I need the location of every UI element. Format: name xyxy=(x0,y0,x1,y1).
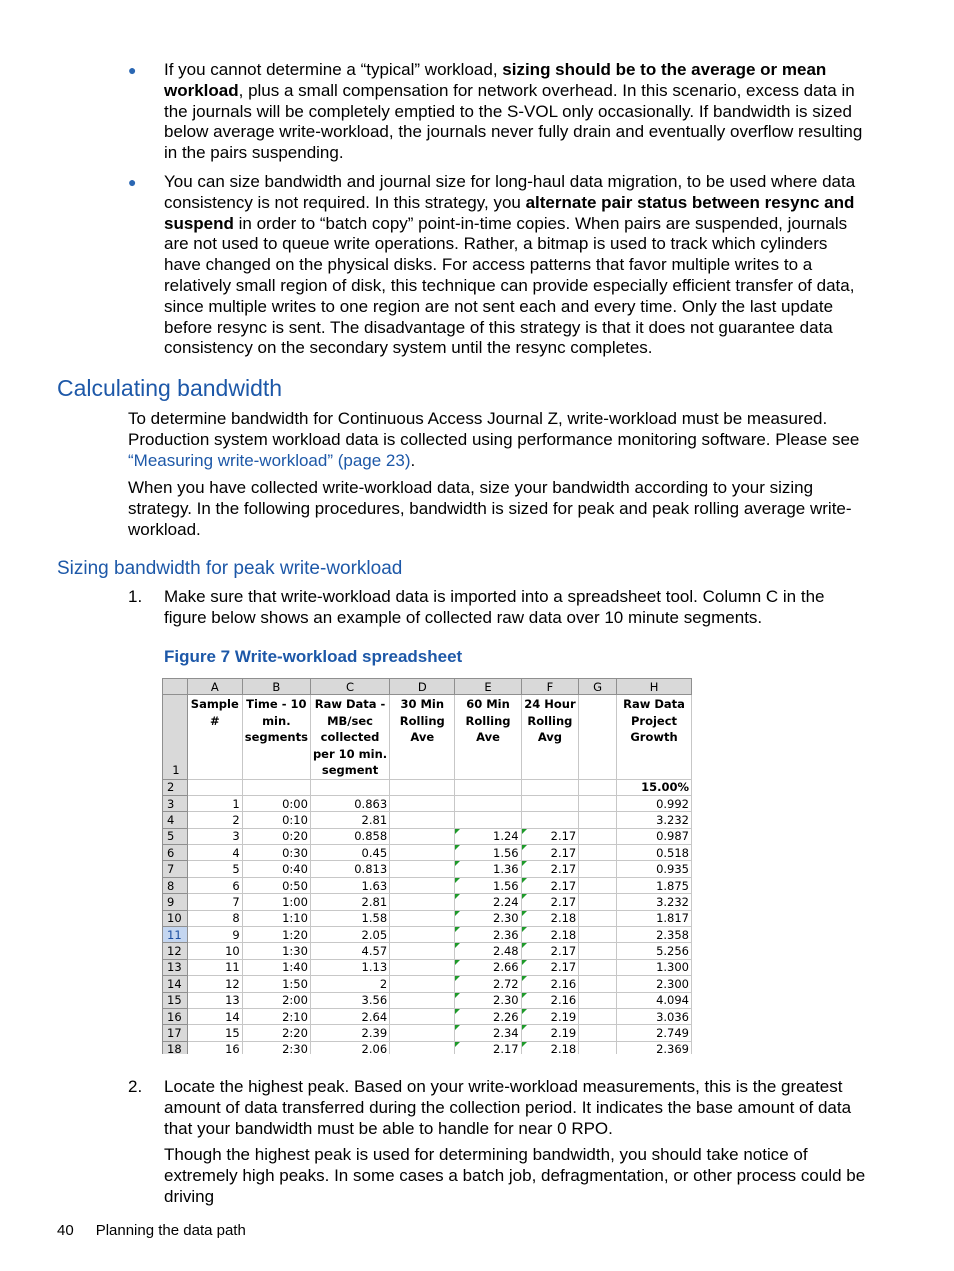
cell-a[interactable]: 7 xyxy=(187,894,242,910)
cell-g[interactable] xyxy=(579,976,617,992)
cell-g[interactable] xyxy=(579,1008,617,1024)
cell-f[interactable] xyxy=(521,845,579,861)
label-raw-data[interactable]: Raw Data - MB/sec collected per 10 min. segment xyxy=(310,695,389,780)
table-row xyxy=(163,992,692,1008)
cell[interactable] xyxy=(242,779,310,795)
cell-value: 2.48 xyxy=(493,944,519,959)
label-24-hour[interactable]: 24 Hour Rolling Avg xyxy=(521,695,579,780)
cell-c[interactable]: 1.13 xyxy=(310,959,389,975)
row-header[interactable]: 12 xyxy=(163,943,188,959)
table-row xyxy=(163,1025,692,1041)
cell-e[interactable] xyxy=(455,1041,521,1054)
cell-h[interactable]: 1.300 xyxy=(617,959,692,975)
formula-indicator-icon xyxy=(522,1009,527,1014)
cell-h[interactable]: 0.992 xyxy=(617,795,692,811)
cell-value: 2.16 xyxy=(550,976,577,991)
cell-f[interactable] xyxy=(521,992,579,1008)
cell-b[interactable]: 0:20 xyxy=(242,828,310,844)
cell-b[interactable]: 1:00 xyxy=(242,894,310,910)
cell-h[interactable]: 1.875 xyxy=(617,877,692,893)
cell-f[interactable] xyxy=(521,1041,579,1054)
table-row xyxy=(163,976,692,992)
row-header[interactable]: 17 xyxy=(163,1025,188,1041)
label-60-min[interactable]: 60 Min Rolling Ave xyxy=(455,695,521,780)
cell-value: 1.36 xyxy=(493,862,519,877)
row-header[interactable]: 6 xyxy=(163,845,188,861)
cell-f[interactable] xyxy=(521,828,579,844)
bullet-text: If you cannot determine a “typical” workload, sizing should be to the average or mean workload, plus a small compensation for network overhead. In this scenario, excess data in the journals will be completely emptied to the S-VOL only occasionally. If bandwidth is sized below average write-workload, the journals never fully drain and eventually overflow resulting in the pairs suspending. xyxy=(164,60,863,163)
cell-b[interactable]: 1:30 xyxy=(242,943,310,959)
cell-value: 2.17 xyxy=(550,862,577,877)
table-row xyxy=(163,943,692,959)
cell-b[interactable]: 2:30 xyxy=(242,1041,310,1054)
cell-h[interactable]: 0.935 xyxy=(617,861,692,877)
cell-a[interactable]: 15 xyxy=(187,1025,242,1041)
cell-value: 2.36 xyxy=(493,927,519,942)
cell-c[interactable]: 2.05 xyxy=(310,927,389,943)
cell-value: 2.18 xyxy=(550,1042,577,1054)
cell-a[interactable]: 11 xyxy=(187,959,242,975)
spreadsheet-figure xyxy=(162,678,692,1054)
cell-value: 2.17 xyxy=(550,845,577,860)
cell-h[interactable]: 2.369 xyxy=(617,1041,692,1054)
formula-indicator-icon xyxy=(455,1009,460,1014)
cell-value: 2.30 xyxy=(493,911,519,926)
cell-c[interactable]: 2.81 xyxy=(310,894,389,910)
cell-h[interactable]: 0.987 xyxy=(617,828,692,844)
table-row xyxy=(163,927,692,943)
cell-a[interactable]: 6 xyxy=(187,877,242,893)
step-text: Make sure that write-workload data is imported into a spreadsheet tool. Column C in the figure below shows an example of collected raw data over 10 minute segments. xyxy=(164,587,825,627)
cell-f[interactable] xyxy=(521,894,579,910)
table-row xyxy=(163,812,692,828)
step-number: 2. xyxy=(128,1077,143,1096)
cell-d[interactable] xyxy=(390,1041,455,1054)
step-note: Though the highest peak is used for determining bandwidth, you should take notice of extremely high peaks. In some cases a batch job, defragmentation, or other process could be driving xyxy=(164,1145,866,1206)
column-header-a[interactable]: A xyxy=(187,679,242,695)
formula-indicator-icon xyxy=(522,960,527,965)
table-row xyxy=(163,894,692,910)
label-30-min[interactable]: 30 Min Rolling Ave xyxy=(390,695,455,780)
step-2 xyxy=(128,1077,868,1208)
column-header-c[interactable]: C xyxy=(310,679,389,695)
cell-g[interactable] xyxy=(579,845,617,861)
formula-indicator-icon xyxy=(522,1025,527,1030)
formula-indicator-icon xyxy=(455,894,460,899)
cell-h[interactable]: 5.256 xyxy=(617,943,692,959)
label-time[interactable]: Time - 10 min. segments xyxy=(242,695,310,780)
cell-f[interactable] xyxy=(521,877,579,893)
cell-f[interactable] xyxy=(521,795,579,811)
bullet-item-average-workload xyxy=(128,60,868,164)
cross-reference-link[interactable]: “Measuring write-workload” (page 23) xyxy=(128,450,411,470)
cell-f[interactable] xyxy=(521,910,579,926)
cell[interactable] xyxy=(310,779,389,795)
cell-value: 2.18 xyxy=(550,927,577,942)
cell-a[interactable]: 10 xyxy=(187,943,242,959)
table-row xyxy=(163,845,692,861)
label-growth[interactable]: Raw Data Project Growth xyxy=(617,695,692,780)
cell-f[interactable] xyxy=(521,812,579,828)
cell-b[interactable]: 1:40 xyxy=(242,959,310,975)
cell-g[interactable] xyxy=(579,861,617,877)
row-header[interactable]: 5 xyxy=(163,828,188,844)
cell-a[interactable]: 14 xyxy=(187,1008,242,1024)
row-header[interactable]: 18 xyxy=(163,1041,188,1054)
cell-b[interactable]: 1:50 xyxy=(242,976,310,992)
table-row xyxy=(163,1041,692,1054)
formula-indicator-icon xyxy=(522,976,527,981)
cell-value: 2.26 xyxy=(493,1009,519,1024)
formula-indicator-icon xyxy=(455,993,460,998)
cell-b[interactable]: 0:50 xyxy=(242,877,310,893)
cell-e[interactable] xyxy=(455,812,521,828)
cell-c[interactable]: 2.64 xyxy=(310,1008,389,1024)
formula-indicator-icon xyxy=(522,993,527,998)
cell-c[interactable]: 3.56 xyxy=(310,992,389,1008)
cell-value: 2.19 xyxy=(550,1026,577,1041)
formula-indicator-icon xyxy=(522,845,527,850)
chapter-title: Planning the data path xyxy=(95,1222,246,1239)
cell-b[interactable]: 0:40 xyxy=(242,861,310,877)
row-header[interactable]: 9 xyxy=(163,894,188,910)
row-header[interactable]: 16 xyxy=(163,1008,188,1024)
cell-g[interactable] xyxy=(579,910,617,926)
cell-h[interactable]: 3.036 xyxy=(617,1008,692,1024)
cell-f[interactable] xyxy=(521,861,579,877)
subsection-heading: Sizing bandwidth for peak write-workload xyxy=(57,558,403,579)
row-header[interactable]: 14 xyxy=(163,976,188,992)
label-sample[interactable]: Sample # xyxy=(187,695,242,780)
column-header-g[interactable]: G xyxy=(579,679,617,695)
cell-d[interactable] xyxy=(390,877,455,893)
formula-indicator-icon xyxy=(455,878,460,883)
cell-g[interactable] xyxy=(579,943,617,959)
row-header[interactable]: 8 xyxy=(163,877,188,893)
cell-e[interactable] xyxy=(455,894,521,910)
cell-a[interactable]: 1 xyxy=(187,795,242,811)
cell-d[interactable] xyxy=(390,976,455,992)
formula-indicator-icon xyxy=(455,861,460,866)
cell-e[interactable] xyxy=(455,1025,521,1041)
table-row xyxy=(163,910,692,926)
cell-f[interactable] xyxy=(521,1008,579,1024)
table-row xyxy=(163,795,692,811)
cell-d[interactable] xyxy=(390,959,455,975)
cell-a[interactable]: 16 xyxy=(187,1041,242,1054)
cell-g[interactable] xyxy=(579,894,617,910)
cell-e[interactable] xyxy=(455,795,521,811)
cell-d[interactable] xyxy=(390,943,455,959)
cell-d[interactable] xyxy=(390,992,455,1008)
cell-a[interactable]: 3 xyxy=(187,828,242,844)
row-header[interactable]: 13 xyxy=(163,959,188,975)
bullet-text: You can size bandwidth and journal size for long-haul data migration, to be used where data consistency is not required. In this strategy, you alternate pair status between resync and suspend in order to “batch copy” point-in-time copies. When pairs are suspended, journals are not used to queue write operations. Rather, a bitmap is used to track which cylinders have changed on the physical disks. For access patterns that favor multiple writes to a relatively small region of disk, this technique can provide especially efficient transfer of data, since multiple writes to one region are not sent each and every time. Only the last update before resync is sent. The disadvantage of this strategy is that it does not guarantee data consistency on the secondary system until the resync completes. xyxy=(164,172,856,358)
page-number: 40 xyxy=(57,1222,74,1239)
cell-d[interactable] xyxy=(390,845,455,861)
formula-indicator-icon xyxy=(455,845,460,850)
cell-d[interactable] xyxy=(390,1008,455,1024)
cell-a[interactable]: 12 xyxy=(187,976,242,992)
cell-c[interactable]: 2.06 xyxy=(310,1041,389,1054)
cell-d[interactable] xyxy=(390,894,455,910)
cell-g[interactable] xyxy=(579,959,617,975)
formula-indicator-icon xyxy=(522,927,527,932)
formula-indicator-icon xyxy=(455,829,460,834)
cell-e[interactable] xyxy=(455,861,521,877)
cell[interactable] xyxy=(187,779,242,795)
cell-e[interactable] xyxy=(455,976,521,992)
cell-d[interactable] xyxy=(390,795,455,811)
cell-value: 2.19 xyxy=(550,1009,577,1024)
cell-f[interactable] xyxy=(521,1025,579,1041)
cell-e[interactable] xyxy=(455,992,521,1008)
row-header[interactable]: 2 xyxy=(163,779,188,795)
formula-indicator-icon xyxy=(455,976,460,981)
table-row xyxy=(163,828,692,844)
column-header-h[interactable]: H xyxy=(617,679,692,695)
column-header-b[interactable]: B xyxy=(242,679,310,695)
cell-a[interactable]: 9 xyxy=(187,927,242,943)
growth-rate-row xyxy=(163,779,692,795)
cell-e[interactable] xyxy=(455,877,521,893)
cell[interactable] xyxy=(579,779,617,795)
spreadsheet-table xyxy=(162,678,692,1054)
column-header-f[interactable]: F xyxy=(521,679,579,695)
row-header[interactable]: 11 xyxy=(163,927,188,943)
formula-indicator-icon xyxy=(522,894,527,899)
cell-b[interactable]: 0:00 xyxy=(242,795,310,811)
cell-f[interactable] xyxy=(521,959,579,975)
step-1 xyxy=(128,587,868,629)
formula-indicator-icon xyxy=(522,911,527,916)
cell-e[interactable] xyxy=(455,959,521,975)
cell-c[interactable]: 1.63 xyxy=(310,877,389,893)
table-row xyxy=(163,877,692,893)
cell-e[interactable] xyxy=(455,943,521,959)
formula-indicator-icon xyxy=(455,960,460,965)
row-header[interactable]: 1 xyxy=(163,695,188,780)
cell-value: 2.17 xyxy=(550,960,577,975)
page-footer xyxy=(57,1222,246,1239)
label-empty[interactable] xyxy=(579,695,617,780)
cell-g[interactable] xyxy=(579,992,617,1008)
cell[interactable] xyxy=(455,779,521,795)
cell-a[interactable]: 8 xyxy=(187,910,242,926)
cell-c[interactable]: 4.57 xyxy=(310,943,389,959)
table-row xyxy=(163,959,692,975)
cell-b[interactable]: 2:10 xyxy=(242,1008,310,1024)
cell-a[interactable]: 5 xyxy=(187,861,242,877)
cell-value: 2.66 xyxy=(493,960,519,975)
cell-value: 1.56 xyxy=(493,878,519,893)
cell-d[interactable] xyxy=(390,861,455,877)
cell-value: 1.56 xyxy=(493,845,519,860)
cell-h[interactable]: 0.518 xyxy=(617,845,692,861)
cell-e[interactable] xyxy=(455,927,521,943)
cell-value: 2.17 xyxy=(550,894,577,909)
cell-a[interactable]: 4 xyxy=(187,845,242,861)
figure-caption: Figure 7 Write-workload spreadsheet xyxy=(164,647,463,666)
cell-h[interactable]: 4.094 xyxy=(617,992,692,1008)
label-row xyxy=(163,695,692,780)
cell-d[interactable] xyxy=(390,812,455,828)
section-heading: Calculating bandwidth xyxy=(57,375,283,401)
cell[interactable] xyxy=(521,779,579,795)
step-number: 1. xyxy=(128,587,143,606)
formula-indicator-icon xyxy=(522,861,527,866)
row-header[interactable]: 4 xyxy=(163,812,188,828)
cell-h[interactable]: 2.300 xyxy=(617,976,692,992)
formula-indicator-icon xyxy=(455,1042,460,1047)
cell-c[interactable]: 0.45 xyxy=(310,845,389,861)
cell-c[interactable]: 0.858 xyxy=(310,828,389,844)
step-text: Locate the highest peak. Based on your write-workload measurements, this is the greatest amount of data transferred during the collection period. It indicates the base amount of data that your bandwidth must be able to handle for near 0 RPO. xyxy=(164,1077,852,1138)
growth-rate-cell[interactable]: 15.00% xyxy=(617,779,692,795)
formula-indicator-icon xyxy=(455,1025,460,1030)
strategy-paragraph: When you have collected write-workload data, size your bandwidth according to your sizing strategy. In the following procedures, bandwidth is sized for peak and peak rolling average write-workload. xyxy=(128,478,852,539)
cell-f[interactable] xyxy=(521,927,579,943)
cell-value: 2.30 xyxy=(493,993,519,1008)
formula-indicator-icon xyxy=(522,878,527,883)
bullet-icon: ● xyxy=(128,62,137,78)
cell-value: 2.16 xyxy=(550,993,577,1008)
cell-f[interactable] xyxy=(521,943,579,959)
cell-value: 2.17 xyxy=(550,829,577,844)
table-row xyxy=(163,1008,692,1024)
cell-f[interactable] xyxy=(521,976,579,992)
cell-value: 2.24 xyxy=(493,894,519,909)
cell-d[interactable] xyxy=(390,927,455,943)
cell-g[interactable] xyxy=(579,828,617,844)
cell-e[interactable] xyxy=(455,828,521,844)
row-header[interactable]: 3 xyxy=(163,795,188,811)
cell-h[interactable]: 2.358 xyxy=(617,927,692,943)
cell-value: 2.17 xyxy=(550,878,577,893)
cell-d[interactable] xyxy=(390,1025,455,1041)
cell-g[interactable] xyxy=(579,812,617,828)
cell-value: 2.72 xyxy=(493,976,519,991)
cell-c[interactable]: 0.863 xyxy=(310,795,389,811)
cell-d[interactable] xyxy=(390,910,455,926)
cell-a[interactable]: 2 xyxy=(187,812,242,828)
formula-indicator-icon xyxy=(455,927,460,932)
formula-indicator-icon xyxy=(455,943,460,948)
cell-b[interactable]: 1:10 xyxy=(242,910,310,926)
column-header-d[interactable]: D xyxy=(390,679,455,695)
cell-b[interactable]: 1:20 xyxy=(242,927,310,943)
table-row xyxy=(163,861,692,877)
cell-e[interactable] xyxy=(455,845,521,861)
cell-value: 1.24 xyxy=(493,829,519,844)
cell[interactable] xyxy=(390,779,455,795)
row-header[interactable]: 15 xyxy=(163,992,188,1008)
formula-indicator-icon xyxy=(522,943,527,948)
corner-cell[interactable] xyxy=(163,679,188,695)
formula-indicator-icon xyxy=(522,829,527,834)
cell-g[interactable] xyxy=(579,927,617,943)
cell-g[interactable] xyxy=(579,795,617,811)
cell-value: 2.34 xyxy=(493,1026,519,1041)
cell-c[interactable]: 2.81 xyxy=(310,812,389,828)
bullet-item-long-haul xyxy=(128,172,868,359)
cell-g[interactable] xyxy=(579,1041,617,1054)
cell-b[interactable]: 2:20 xyxy=(242,1025,310,1041)
cell-value: 2.17 xyxy=(493,1042,519,1054)
cell-g[interactable] xyxy=(579,1025,617,1041)
cell-e[interactable] xyxy=(455,1008,521,1024)
cell-d[interactable] xyxy=(390,828,455,844)
intro-paragraph: To determine bandwidth for Continuous Access Journal Z, write-workload must be measured. Production system workload data is collected using performance monitoring software. Please see “Measuring write-workload” (page 23). xyxy=(128,409,860,470)
bullet-icon: ● xyxy=(128,174,137,190)
cell-h[interactable]: 1.817 xyxy=(617,910,692,926)
formula-indicator-icon xyxy=(455,911,460,916)
cell-c[interactable]: 2 xyxy=(310,976,389,992)
row-header[interactable]: 7 xyxy=(163,861,188,877)
cell-b[interactable]: 0:10 xyxy=(242,812,310,828)
cell-h[interactable]: 3.232 xyxy=(617,812,692,828)
column-header-row xyxy=(163,679,692,695)
cell-c[interactable]: 2.39 xyxy=(310,1025,389,1041)
cell-a[interactable]: 13 xyxy=(187,992,242,1008)
cell-c[interactable]: 0.813 xyxy=(310,861,389,877)
row-header[interactable]: 10 xyxy=(163,910,188,926)
formula-indicator-icon xyxy=(522,1042,527,1047)
cell-c[interactable]: 1.58 xyxy=(310,910,389,926)
cell-value: 2.18 xyxy=(550,911,577,926)
cell-b[interactable]: 2:00 xyxy=(242,992,310,1008)
cell-b[interactable]: 0:30 xyxy=(242,845,310,861)
cell-value: 2.17 xyxy=(550,944,577,959)
cell-h[interactable]: 3.232 xyxy=(617,894,692,910)
cell-h[interactable]: 2.749 xyxy=(617,1025,692,1041)
cell-e[interactable] xyxy=(455,910,521,926)
column-header-e[interactable]: E xyxy=(455,679,521,695)
cell-g[interactable] xyxy=(579,877,617,893)
